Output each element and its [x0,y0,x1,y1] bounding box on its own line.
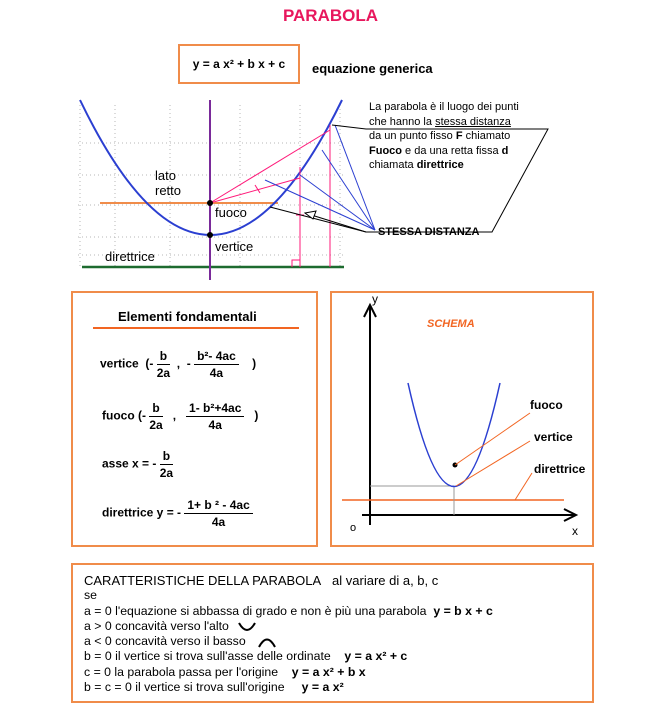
focus-segment-2 [210,130,330,203]
elements-panel [71,291,318,547]
char-row-a-neg: a < 0 concavità verso il basso [84,634,493,649]
schema-parabola [408,383,500,487]
schema-vertice-label: vertice [534,430,573,444]
diagram-grid [78,105,345,267]
x-axis-label: x [572,524,578,538]
schema-diagram [332,293,592,545]
definition-text: La parabola è il luogo dei punti che hanno la stessa distanza da un punto fisso F chiamato Fuoco e da una retta fissa d chiamata direttrice [369,101,519,171]
origin-label: o [350,522,357,534]
char-row-bc0: b = c = 0 il vertice si trova sull'origine y = a x² [84,680,344,695]
asse-formula: asse x = - $\frac{b}{2a}$ [102,449,174,480]
char-row-a-pos: a > 0 concavità verso l'alto [84,619,493,634]
vertice-pointer [456,441,530,486]
fuoco-pointer [455,413,530,465]
elements-heading: Elementi fondamentali [118,309,257,324]
concave-down-icon [256,636,278,648]
lato-retto-label-2: retto [155,183,182,198]
characteristics-heading: CARATTERISTICHE DELLA PARABOLA [84,573,322,588]
char-row-c0: c = 0 la parabola passa per l'origine y = a x² + b x [84,664,366,679]
characteristics-text: CARATTERISTICHE DELLA PARABOLA al variare di a, b, c se a = 0 l'equazione si abbassa di grado e non è più una parabola y = b x + c a > 0 concavità verso l'alto a < 0 concavità verso il basso b = 0 il vertice si trova sull'asse delle ordinate y = a x² + c c = 0 la parabola passa per l'origine y = a x² + b x b = c = 0 il vertice si trova sull'origine y = a x² [84,573,493,695]
schema-panel [330,291,594,547]
vertex-point [207,232,213,238]
heading-underline [93,327,299,329]
page-title: PARABOLA [282,6,379,25]
schema-fuoco-label: fuoco [530,398,563,412]
stessa-distanza-label: STESSA DISTANZA [378,226,480,238]
direttrice-pointer [515,473,532,500]
char-row-b0: b = 0 il vertice si trova sull'asse delle ordinate y = a x² + c [84,649,408,664]
direttrice-label: direttrice [105,249,155,264]
schema-title: SCHEMA [427,318,475,330]
fuoco-formula: fuoco (- $\frac{b}{2a}$ , $\frac{\text{1- b²+4ac}}{4a}$ ) [102,401,259,432]
fuoco-label: fuoco [215,205,247,220]
schema-direttrice-label: direttrice [534,462,586,476]
vertice-label: vertice [215,239,254,254]
vertice-formula: vertice (- $\frac{b}{2a}$ , - $\frac{\text{b²- 4ac}}{4a}$ ) [100,349,257,380]
direttrice-formula: direttrice y = - $\frac{\text{1+ b ² - 4ac}}{4a}$ [102,498,253,529]
focus-point [207,200,213,206]
equation-box [178,44,300,84]
y-axis-label: y [372,293,378,306]
lato-retto-label-1: lato [155,168,176,183]
general-equation: y = a x² + b x + c [192,57,286,71]
char-row-a0: a = 0 l'equazione si abbassa di grado e non è più una parabola y = b x + c [84,603,493,618]
concave-up-icon [236,621,258,633]
equation-label: equazione generica [312,61,433,76]
